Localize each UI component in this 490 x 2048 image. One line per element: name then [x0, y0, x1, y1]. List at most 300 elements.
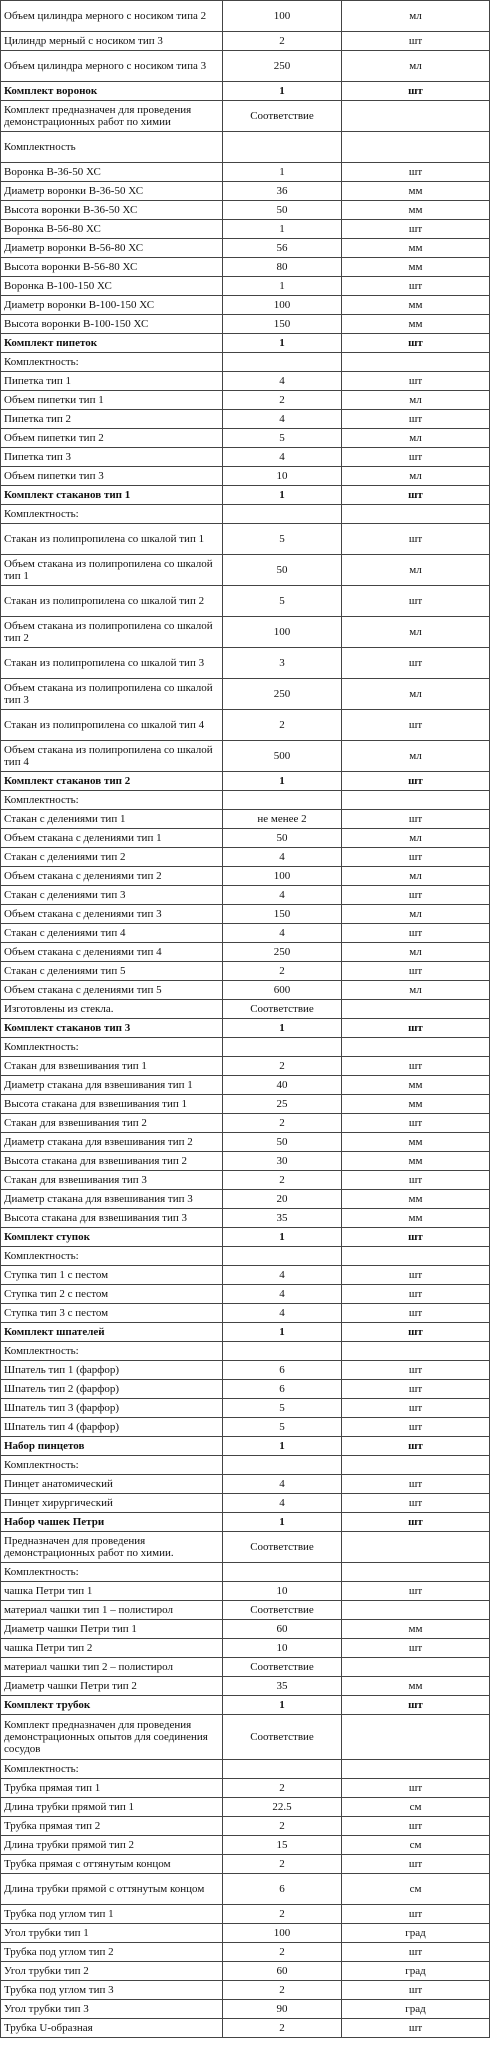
- item-value-cell: 6: [223, 1874, 342, 1905]
- table-row: [1, 848, 490, 867]
- table-row: [1, 1798, 490, 1817]
- section-header-row: [1, 772, 490, 791]
- item-unit-cell: шт: [342, 586, 490, 617]
- item-value-cell: 2: [223, 2019, 342, 2038]
- item-name-cell: Объем цилиндра мерного с носиком типа 3: [1, 51, 223, 82]
- item-name-cell: Комплектность:: [1, 1038, 223, 1057]
- item-name-cell: Трубка U-образная: [1, 2019, 223, 2038]
- item-name-cell: Комплектность:: [1, 1456, 223, 1475]
- item-name-cell: Длина трубки прямой тип 1: [1, 1798, 223, 1817]
- item-name-cell: Длина трубки прямой с оттянутым концом: [1, 1874, 223, 1905]
- item-value-cell: 4: [223, 410, 342, 429]
- item-unit-cell: шт: [342, 1817, 490, 1836]
- table-row: [1, 429, 490, 448]
- item-value-cell: 1: [223, 486, 342, 505]
- item-value-cell: Соответствие: [223, 1715, 342, 1760]
- item-unit-cell: шт: [342, 372, 490, 391]
- item-unit-cell: шт: [342, 32, 490, 51]
- item-value-cell: 40: [223, 1076, 342, 1095]
- item-unit-cell: шт: [342, 848, 490, 867]
- table-row: [1, 924, 490, 943]
- item-unit-cell: мм: [342, 1076, 490, 1095]
- item-value-cell: 25: [223, 1095, 342, 1114]
- table-row: [1, 1639, 490, 1658]
- item-value-cell: 1: [223, 1019, 342, 1038]
- table-row: [1, 1760, 490, 1779]
- item-name-cell: Диаметр чашки Петри тип 2: [1, 1677, 223, 1696]
- table-row: [1, 1038, 490, 1057]
- table-row: [1, 1601, 490, 1620]
- table-row: [1, 943, 490, 962]
- item-unit-cell: мм: [342, 1677, 490, 1696]
- item-unit-cell: шт: [342, 1380, 490, 1399]
- item-value-cell: 4: [223, 1266, 342, 1285]
- item-name-cell: Объем пипетки тип 3: [1, 467, 223, 486]
- item-name-cell: Комплект пипеток: [1, 334, 223, 353]
- item-unit-cell: шт: [342, 1019, 490, 1038]
- item-value-cell: 1: [223, 163, 342, 182]
- item-value-cell: 6: [223, 1361, 342, 1380]
- item-unit-cell: [342, 1601, 490, 1620]
- item-value-cell: 2: [223, 391, 342, 410]
- item-unit-cell: [342, 1658, 490, 1677]
- table-row: [1, 1342, 490, 1361]
- table-row: [1, 1285, 490, 1304]
- item-name-cell: Диаметр стакана для взвешивания тип 2: [1, 1133, 223, 1152]
- item-name-cell: Изготовлены из стекла.: [1, 1000, 223, 1019]
- item-name-cell: Шпатель тип 2 (фарфор): [1, 1380, 223, 1399]
- item-name-cell: Стакан с делениями тип 5: [1, 962, 223, 981]
- table-row: [1, 617, 490, 648]
- item-value-cell: [223, 1342, 342, 1361]
- item-unit-cell: шт: [342, 1323, 490, 1342]
- item-unit-cell: [342, 1456, 490, 1475]
- item-name-cell: Объем стакана из полипропилена со шкалой тип 4: [1, 741, 223, 772]
- item-name-cell: Комплект ступок: [1, 1228, 223, 1247]
- item-unit-cell: шт: [342, 772, 490, 791]
- table-row: [1, 679, 490, 710]
- item-unit-cell: мм: [342, 1209, 490, 1228]
- section-header-row: [1, 1323, 490, 1342]
- item-value-cell: [223, 353, 342, 372]
- item-name-cell: материал чашки тип 1 – полистирол: [1, 1601, 223, 1620]
- item-name-cell: Предназначен для проведения демонстрационных работ по химии.: [1, 1532, 223, 1563]
- item-name-cell: Пинцет анатомический: [1, 1475, 223, 1494]
- item-name-cell: Шпатель тип 4 (фарфор): [1, 1418, 223, 1437]
- item-name-cell: Длина трубки прямой тип 2: [1, 1836, 223, 1855]
- table-row: [1, 1855, 490, 1874]
- item-unit-cell: шт: [342, 1399, 490, 1418]
- item-value-cell: 10: [223, 1582, 342, 1601]
- table-row: [1, 32, 490, 51]
- table-row: [1, 1076, 490, 1095]
- table-row: [1, 258, 490, 277]
- table-row: [1, 905, 490, 924]
- table-row: [1, 1836, 490, 1855]
- item-value-cell: 1: [223, 82, 342, 101]
- item-name-cell: Комплектность: [1, 132, 223, 163]
- item-value-cell: 90: [223, 2000, 342, 2019]
- item-name-cell: Комплект предназначен для проведения демонстрационных работ по химии: [1, 101, 223, 132]
- item-name-cell: Диаметр стакана для взвешивания тип 1: [1, 1076, 223, 1095]
- item-name-cell: чашка Петри тип 1: [1, 1582, 223, 1601]
- item-name-cell: Пипетка тип 1: [1, 372, 223, 391]
- item-value-cell: [223, 505, 342, 524]
- item-value-cell: 1: [223, 772, 342, 791]
- table-row: [1, 467, 490, 486]
- item-unit-cell: [342, 1247, 490, 1266]
- item-unit-cell: мм: [342, 1152, 490, 1171]
- item-name-cell: Ступка тип 2 с пестом: [1, 1285, 223, 1304]
- item-value-cell: [223, 1456, 342, 1475]
- item-name-cell: Высота стакана для взвешивания тип 2: [1, 1152, 223, 1171]
- table-row: [1, 101, 490, 132]
- item-unit-cell: шт: [342, 1582, 490, 1601]
- section-header-row: [1, 1696, 490, 1715]
- item-value-cell: 4: [223, 1494, 342, 1513]
- item-unit-cell: мм: [342, 258, 490, 277]
- item-unit-cell: см: [342, 1874, 490, 1905]
- item-value-cell: [223, 1038, 342, 1057]
- item-value-cell: 36: [223, 182, 342, 201]
- item-value-cell: Соответствие: [223, 1601, 342, 1620]
- item-name-cell: Высота стакана для взвешивания тип 1: [1, 1095, 223, 1114]
- item-name-cell: Комплектность:: [1, 1563, 223, 1582]
- item-value-cell: 2: [223, 710, 342, 741]
- item-unit-cell: мм: [342, 201, 490, 220]
- item-unit-cell: шт: [342, 524, 490, 555]
- item-value-cell: 2: [223, 1114, 342, 1133]
- item-name-cell: Комплектность:: [1, 353, 223, 372]
- item-value-cell: 35: [223, 1677, 342, 1696]
- item-value-cell: не менее 2: [223, 810, 342, 829]
- item-value-cell: 4: [223, 886, 342, 905]
- item-unit-cell: шт: [342, 1418, 490, 1437]
- item-name-cell: Комплект предназначен для проведения демонстрационных опытов для соединения сосудов: [1, 1715, 223, 1760]
- item-unit-cell: [342, 353, 490, 372]
- item-unit-cell: мл: [342, 741, 490, 772]
- table-row: [1, 1399, 490, 1418]
- item-value-cell: 20: [223, 1190, 342, 1209]
- table-row: [1, 1475, 490, 1494]
- table-row: [1, 1677, 490, 1696]
- item-name-cell: Комплектность:: [1, 505, 223, 524]
- table-row: [1, 886, 490, 905]
- table-row: [1, 201, 490, 220]
- item-unit-cell: шт: [342, 1943, 490, 1962]
- table-row: [1, 1304, 490, 1323]
- item-unit-cell: [342, 101, 490, 132]
- item-unit-cell: [342, 505, 490, 524]
- table-row: [1, 1962, 490, 1981]
- item-unit-cell: мл: [342, 679, 490, 710]
- item-name-cell: Стакан для взвешивания тип 2: [1, 1114, 223, 1133]
- table-row: [1, 867, 490, 886]
- item-name-cell: Шпатель тип 1 (фарфор): [1, 1361, 223, 1380]
- item-name-cell: Набор пинцетов: [1, 1437, 223, 1456]
- item-value-cell: 2: [223, 1981, 342, 2000]
- item-name-cell: Комплектность:: [1, 1247, 223, 1266]
- item-name-cell: Угол трубки тип 1: [1, 1924, 223, 1943]
- item-unit-cell: мм: [342, 1190, 490, 1209]
- section-header-row: [1, 1228, 490, 1247]
- item-value-cell: 250: [223, 51, 342, 82]
- item-value-cell: 4: [223, 1475, 342, 1494]
- section-header-row: [1, 1513, 490, 1532]
- table-row: [1, 1095, 490, 1114]
- item-value-cell: 2: [223, 1817, 342, 1836]
- item-name-cell: Комплект стаканов тип 1: [1, 486, 223, 505]
- item-unit-cell: мл: [342, 905, 490, 924]
- table-row: [1, 296, 490, 315]
- item-name-cell: Объем стакана из полипропилена со шкалой тип 1: [1, 555, 223, 586]
- item-name-cell: Трубка под углом тип 1: [1, 1905, 223, 1924]
- item-unit-cell: мл: [342, 467, 490, 486]
- item-unit-cell: шт: [342, 410, 490, 429]
- item-unit-cell: мм: [342, 239, 490, 258]
- item-unit-cell: шт: [342, 1475, 490, 1494]
- item-name-cell: Трубка прямая с оттянутым концом: [1, 1855, 223, 1874]
- table-row: [1, 1620, 490, 1639]
- item-unit-cell: см: [342, 1836, 490, 1855]
- item-value-cell: 50: [223, 1133, 342, 1152]
- item-unit-cell: шт: [342, 1494, 490, 1513]
- table-row: [1, 1874, 490, 1905]
- table-row: [1, 163, 490, 182]
- table-row: [1, 648, 490, 679]
- item-name-cell: Пипетка тип 2: [1, 410, 223, 429]
- item-unit-cell: [342, 791, 490, 810]
- item-name-cell: Объем стакана с делениями тип 2: [1, 867, 223, 886]
- section-header-row: [1, 334, 490, 353]
- item-unit-cell: мл: [342, 51, 490, 82]
- table-row: [1, 586, 490, 617]
- item-name-cell: Угол трубки тип 2: [1, 1962, 223, 1981]
- item-name-cell: Трубка под углом тип 3: [1, 1981, 223, 2000]
- item-value-cell: 2: [223, 32, 342, 51]
- item-name-cell: Объем пипетки тип 2: [1, 429, 223, 448]
- item-name-cell: Угол трубки тип 3: [1, 2000, 223, 2019]
- table-row: [1, 710, 490, 741]
- section-header-row: [1, 1437, 490, 1456]
- item-name-cell: Объем стакана с делениями тип 1: [1, 829, 223, 848]
- item-value-cell: 100: [223, 617, 342, 648]
- item-unit-cell: [342, 1563, 490, 1582]
- item-value-cell: 15: [223, 1836, 342, 1855]
- item-value-cell: 5: [223, 524, 342, 555]
- item-unit-cell: мм: [342, 296, 490, 315]
- item-value-cell: 100: [223, 867, 342, 886]
- section-header-row: [1, 486, 490, 505]
- item-unit-cell: шт: [342, 648, 490, 679]
- item-unit-cell: мл: [342, 555, 490, 586]
- item-unit-cell: шт: [342, 924, 490, 943]
- item-value-cell: 1: [223, 1513, 342, 1532]
- item-name-cell: материал чашки тип 2 – полистирол: [1, 1658, 223, 1677]
- item-value-cell: 60: [223, 1962, 342, 1981]
- item-value-cell: 250: [223, 943, 342, 962]
- item-unit-cell: [342, 1342, 490, 1361]
- table-row: [1, 981, 490, 1000]
- item-value-cell: 600: [223, 981, 342, 1000]
- item-unit-cell: мл: [342, 617, 490, 648]
- item-value-cell: 2: [223, 1171, 342, 1190]
- table-row: [1, 741, 490, 772]
- table-row: [1, 1418, 490, 1437]
- item-name-cell: Трубка под углом тип 2: [1, 1943, 223, 1962]
- table-row: [1, 1715, 490, 1760]
- item-unit-cell: мл: [342, 829, 490, 848]
- item-value-cell: 10: [223, 1639, 342, 1658]
- table-row: [1, 524, 490, 555]
- table-row: [1, 410, 490, 429]
- item-unit-cell: мл: [342, 429, 490, 448]
- item-name-cell: Комплект стаканов тип 3: [1, 1019, 223, 1038]
- item-name-cell: Объем стакана с делениями тип 5: [1, 981, 223, 1000]
- table-row: [1, 239, 490, 258]
- item-value-cell: [223, 1563, 342, 1582]
- table-row: [1, 1456, 490, 1475]
- item-unit-cell: град: [342, 1924, 490, 1943]
- item-value-cell: 60: [223, 1620, 342, 1639]
- table-row: [1, 791, 490, 810]
- item-unit-cell: шт: [342, 1057, 490, 1076]
- item-unit-cell: мл: [342, 867, 490, 886]
- item-value-cell: 500: [223, 741, 342, 772]
- table-row: [1, 1114, 490, 1133]
- item-value-cell: Соответствие: [223, 1532, 342, 1563]
- item-unit-cell: шт: [342, 886, 490, 905]
- item-unit-cell: град: [342, 2000, 490, 2019]
- item-unit-cell: шт: [342, 220, 490, 239]
- table-row: [1, 220, 490, 239]
- item-name-cell: Стакан с делениями тип 3: [1, 886, 223, 905]
- item-value-cell: 35: [223, 1209, 342, 1228]
- item-name-cell: Стакан с делениями тип 4: [1, 924, 223, 943]
- item-name-cell: Высота воронки В-100-150 ХС: [1, 315, 223, 334]
- item-unit-cell: [342, 132, 490, 163]
- item-value-cell: 5: [223, 586, 342, 617]
- item-value-cell: 6: [223, 1380, 342, 1399]
- item-name-cell: Диаметр чашки Петри тип 1: [1, 1620, 223, 1639]
- item-unit-cell: шт: [342, 1304, 490, 1323]
- table-row: [1, 1563, 490, 1582]
- item-unit-cell: шт: [342, 82, 490, 101]
- item-name-cell: Трубка прямая тип 1: [1, 1779, 223, 1798]
- item-value-cell: 100: [223, 296, 342, 315]
- item-name-cell: Комплект стаканов тип 2: [1, 772, 223, 791]
- item-value-cell: Соответствие: [223, 101, 342, 132]
- item-unit-cell: шт: [342, 1639, 490, 1658]
- table-row: [1, 1000, 490, 1019]
- table-row: [1, 1057, 490, 1076]
- table-row: [1, 1582, 490, 1601]
- item-value-cell: 100: [223, 1, 342, 32]
- item-value-cell: 150: [223, 315, 342, 334]
- item-unit-cell: шт: [342, 1779, 490, 1798]
- table-row: [1, 1779, 490, 1798]
- item-name-cell: Объем стакана из полипропилена со шкалой тип 3: [1, 679, 223, 710]
- item-name-cell: Трубка прямая тип 2: [1, 1817, 223, 1836]
- item-unit-cell: [342, 1715, 490, 1760]
- item-value-cell: Соответствие: [223, 1658, 342, 1677]
- item-name-cell: Объем стакана с делениями тип 4: [1, 943, 223, 962]
- item-unit-cell: мл: [342, 943, 490, 962]
- item-unit-cell: шт: [342, 1114, 490, 1133]
- item-unit-cell: шт: [342, 486, 490, 505]
- item-value-cell: 1: [223, 1228, 342, 1247]
- table-row: [1, 277, 490, 296]
- table-row: [1, 372, 490, 391]
- item-unit-cell: мм: [342, 1095, 490, 1114]
- item-name-cell: Набор чашек Петри: [1, 1513, 223, 1532]
- table-row: [1, 962, 490, 981]
- table-row: [1, 1190, 490, 1209]
- item-value-cell: 4: [223, 448, 342, 467]
- item-unit-cell: мм: [342, 1133, 490, 1152]
- item-value-cell: 5: [223, 1418, 342, 1437]
- item-unit-cell: шт: [342, 1171, 490, 1190]
- item-name-cell: Комплектность:: [1, 1342, 223, 1361]
- item-name-cell: Стакан из полипропилена со шкалой тип 3: [1, 648, 223, 679]
- item-unit-cell: шт: [342, 448, 490, 467]
- specification-table-body: [1, 1, 490, 2038]
- item-name-cell: Комплектность:: [1, 1760, 223, 1779]
- item-unit-cell: мл: [342, 981, 490, 1000]
- item-name-cell: чашка Петри тип 2: [1, 1639, 223, 1658]
- item-value-cell: [223, 132, 342, 163]
- item-name-cell: Стакан для взвешивания тип 1: [1, 1057, 223, 1076]
- item-value-cell: 4: [223, 924, 342, 943]
- item-unit-cell: шт: [342, 1696, 490, 1715]
- table-row: [1, 810, 490, 829]
- item-value-cell: 5: [223, 1399, 342, 1418]
- table-row: [1, 2019, 490, 2038]
- item-unit-cell: [342, 1760, 490, 1779]
- table-row: [1, 1152, 490, 1171]
- item-name-cell: Комплектность:: [1, 791, 223, 810]
- item-value-cell: 10: [223, 467, 342, 486]
- item-name-cell: Воронка В-56-80 ХС: [1, 220, 223, 239]
- table-row: [1, 1943, 490, 1962]
- item-value-cell: 1: [223, 1323, 342, 1342]
- item-name-cell: Высота воронки В-56-80 ХС: [1, 258, 223, 277]
- table-row: [1, 555, 490, 586]
- item-name-cell: Воронка В-100-150 ХС: [1, 277, 223, 296]
- item-name-cell: Ступка тип 3 с пестом: [1, 1304, 223, 1323]
- item-value-cell: 50: [223, 829, 342, 848]
- item-name-cell: Объем цилиндра мерного с носиком типа 2: [1, 1, 223, 32]
- item-value-cell: 30: [223, 1152, 342, 1171]
- table-row: [1, 1494, 490, 1513]
- item-value-cell: 4: [223, 1285, 342, 1304]
- item-value-cell: 4: [223, 848, 342, 867]
- item-name-cell: Диаметр воронки В-36-50 ХС: [1, 182, 223, 201]
- item-value-cell: 1: [223, 334, 342, 353]
- item-value-cell: 2: [223, 1855, 342, 1874]
- item-unit-cell: шт: [342, 334, 490, 353]
- item-value-cell: 250: [223, 679, 342, 710]
- item-name-cell: Пинцет хирургический: [1, 1494, 223, 1513]
- table-row: [1, 1171, 490, 1190]
- section-header-row: [1, 1019, 490, 1038]
- item-unit-cell: [342, 1532, 490, 1563]
- item-unit-cell: шт: [342, 1981, 490, 2000]
- table-row: [1, 1924, 490, 1943]
- table-row: [1, 1981, 490, 2000]
- item-unit-cell: град: [342, 1962, 490, 1981]
- item-unit-cell: шт: [342, 1361, 490, 1380]
